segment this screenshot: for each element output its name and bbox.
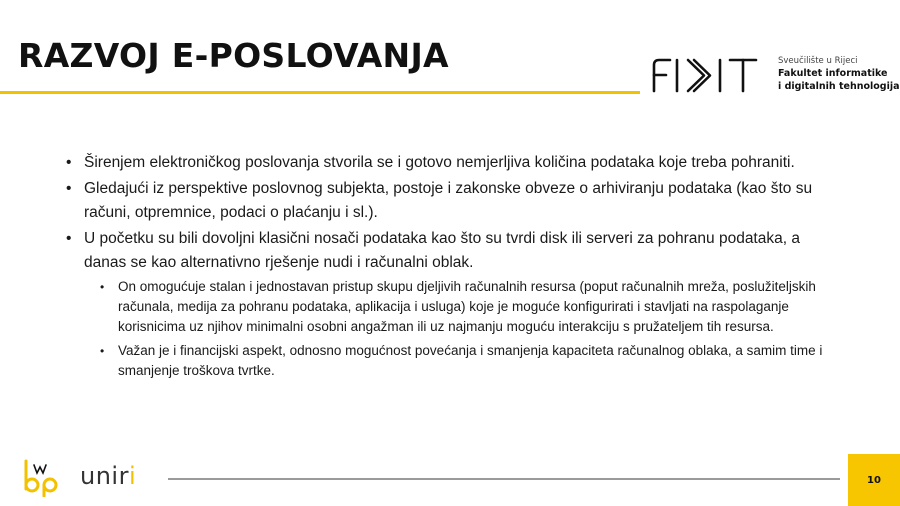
sub-bullet-text: Važan je i financijski aspekt, odnosno mogućnost povećanja i smanjenja kapaciteta računalnog oblaka, a samim time i smanjenje troškova tvrtke. — [118, 343, 823, 378]
faculty-name — [778, 56, 900, 93]
page-number-badge — [848, 454, 900, 506]
sub-bullet-item — [100, 277, 846, 337]
sub-bullet-item — [100, 341, 846, 381]
bullet-item — [66, 151, 846, 175]
bullet-item — [66, 227, 846, 275]
page-number: 10 — [867, 474, 881, 486]
bullet-icon: • — [100, 344, 105, 358]
slide-title: RAZVOJ E-POSLOVANJA — [18, 36, 449, 75]
uniri-logo-main: unir — [80, 462, 129, 490]
bp-project-logo-icon — [20, 459, 64, 497]
title-underline — [0, 91, 640, 94]
uniri-logo-accent: i — [128, 462, 137, 490]
sub-bullet-text: On omogućuje stalan i jednostavan pristup skupu djeljivih računalnih resursa (poput računalnih mreža, poslužiteljskih računala, medija za pohranu podataka, aplikacija i usluga) koje je moguće konfigurirati i stavljati na raspolaganje korisnicima uz njihov minimalni osobni angažman ili uz najmanju moguću interakciju s pružateljem tih resursa. — [118, 279, 816, 334]
bullet-icon: • — [100, 280, 105, 294]
faculty-line2: i digitalnih tehnologija — [778, 81, 900, 92]
bullet-icon: • — [66, 230, 72, 247]
university-name: Sveučilište u Rijeci — [778, 56, 858, 66]
faculty-line1: Fakultet informatike — [778, 68, 888, 79]
uniri-logo — [80, 462, 136, 490]
bullet-icon: • — [66, 154, 72, 171]
bullet-item — [66, 177, 846, 225]
bullet-text: Širenjem elektroničkog poslovanja stvorila se i gotovo nemjerljiva količina podataka koje treba pohraniti. — [84, 154, 795, 171]
fidit-logo-icon — [650, 56, 762, 94]
bullet-text: U početku su bili dovoljni klasični nosači podataka kao što su tvrdi disk ili serveri za pohranu podataka, a danas se kao alternativno rješenje nudi i računalni oblak. — [84, 230, 800, 271]
bullet-icon: • — [66, 180, 72, 197]
bullet-text: Gledajući iz perspektive poslovnog subjekta, postoje i zakonske obveze o arhiviranju podataka (kao što su računi, otpremnice, podaci o plaćanju i sl.). — [84, 180, 813, 221]
footer-divider — [168, 478, 840, 480]
slide-content — [66, 151, 846, 385]
